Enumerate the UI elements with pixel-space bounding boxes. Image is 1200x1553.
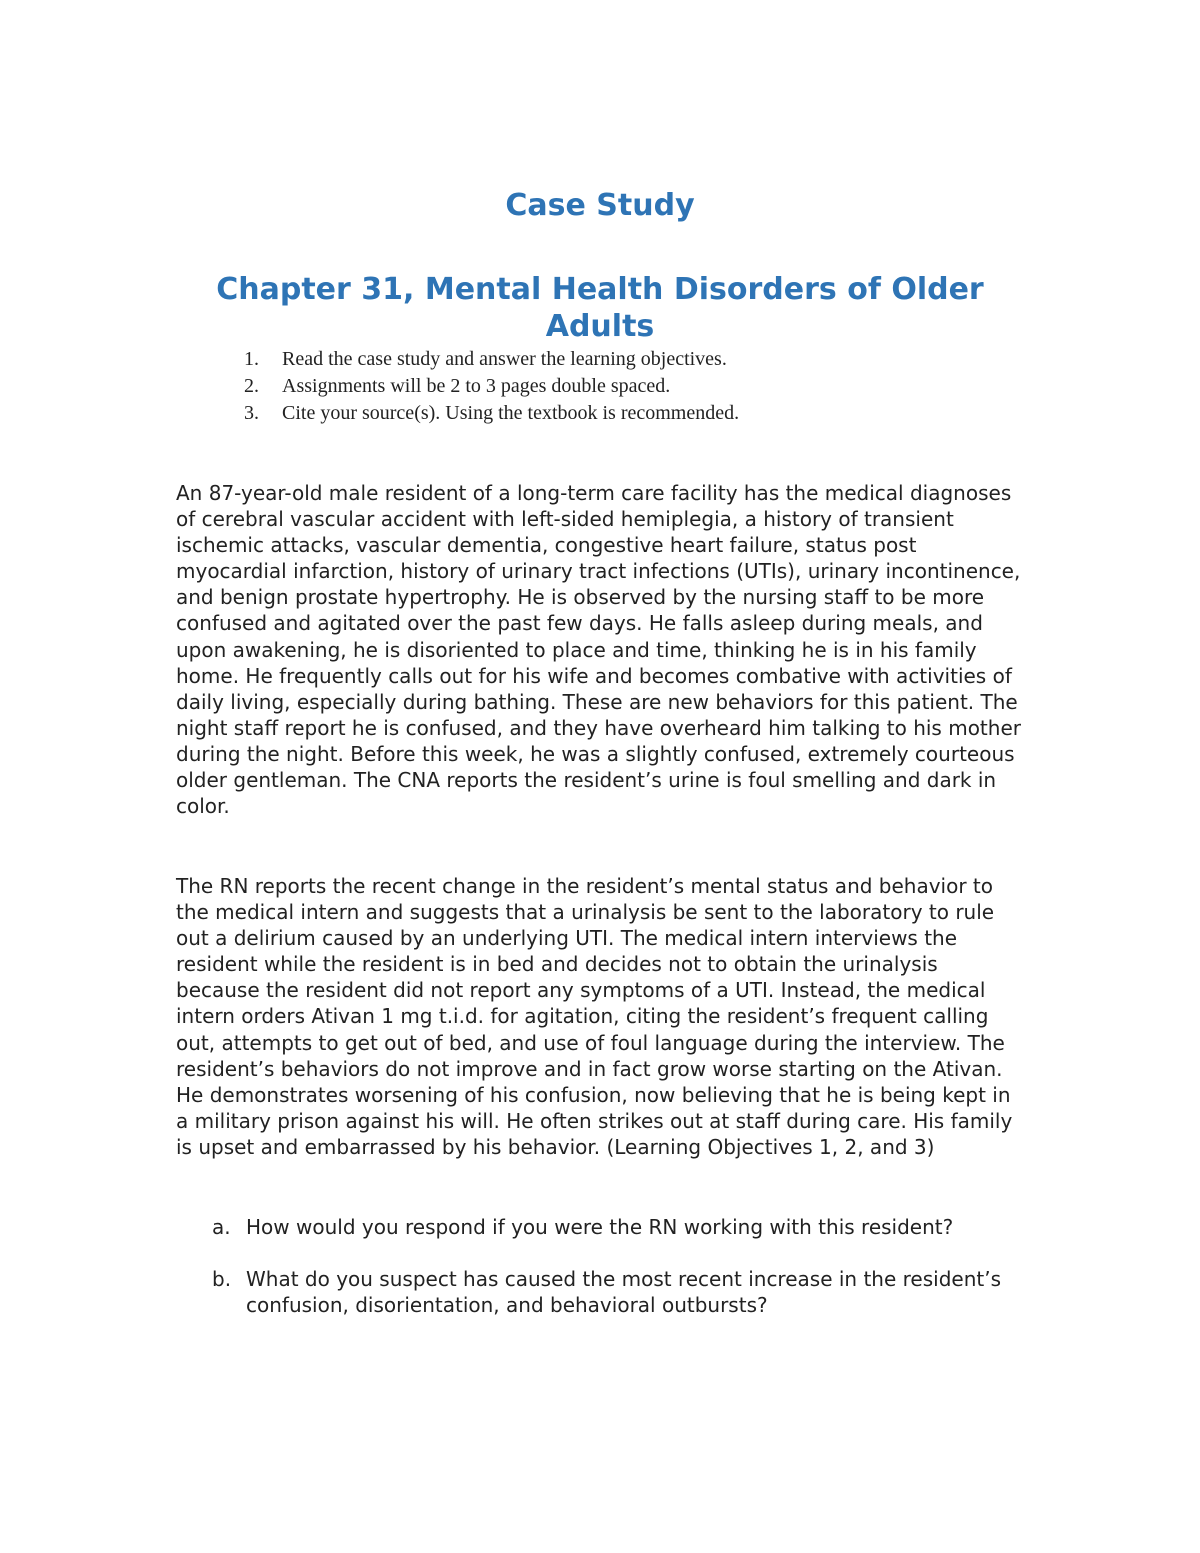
question-text: What do you suspect has caused the most recent increase in the resident’s confusion, disorientation, and behavioral outbursts? — [246, 1267, 1001, 1317]
case-paragraph-1: An 87-year-old male resident of a long-term care facility has the medical diagnoses of cerebral vascular accident with left-sided hemiplegia, a history of transient ischemic attacks, vascular dementia, congestive heart failure, status post myocardial infarction, history of urinary tract infections (UTIs), urinary incontinence, and benign prostate hypertrophy. He is observed by the nursing staff to be more confused and agitated over the past few days. He falls asleep during meals, and upon awakening, he is disoriented to place and time, thinking he is in his family home. He frequently calls out for his wife and becomes combative with activities of daily living, especially during bathing. These are new behaviors for this patient. The night staff report he is confused, and they have overheard him talking to his mother during the night. Before this week, he was a slightly confused, extremely courteous older gentleman. The CNA reports the resident’s urine is foul smelling and dark in color. — [176, 481, 1021, 819]
question-list-b — [212, 1266, 1022, 1318]
question-list-a — [212, 1214, 1022, 1240]
instructions-list — [244, 346, 739, 427]
page-title: Case Study — [505, 188, 695, 223]
instruction-item — [244, 400, 739, 427]
question-text: How would you respond if you were the RN working with this resident? — [246, 1215, 954, 1239]
instruction-text: Read the case study and answer the learning objectives. — [282, 348, 727, 370]
question-letter: a. — [212, 1215, 231, 1239]
instruction-text: Cite your source(s). Using the textbook is recommended. — [282, 402, 740, 424]
instruction-item — [244, 373, 739, 400]
question-letter: b. — [212, 1267, 232, 1291]
instruction-item — [244, 346, 739, 373]
chapter-heading: Chapter 31, Mental Health Disorders of Older Adults — [216, 272, 984, 344]
instruction-number: 2. — [244, 375, 259, 397]
question-item — [212, 1266, 1022, 1318]
instruction-number: 3. — [244, 402, 259, 424]
question-item — [212, 1214, 1022, 1240]
instruction-text: Assignments will be 2 to 3 pages double spaced. — [282, 375, 671, 397]
instruction-number: 1. — [244, 348, 259, 370]
case-paragraph-2: The RN reports the recent change in the resident’s mental status and behavior to the medical intern and suggests that a urinalysis be sent to the laboratory to rule out a delirium caused by an underlying UTI. The medical intern interviews the resident while the resident is in bed and decides not to obtain the urinalysis because the resident did not report any symptoms of a UTI. Instead, the medical intern orders Ativan 1 mg t.i.d. for agitation, citing the resident’s frequent calling out, attempts to get out of bed, and use of foul language during the interview. The resident’s behaviors do not improve and in fact grow worse starting on the Ativan. He demonstrates worsening of his confusion, now believing that he is being kept in a military prison against his will. He often strikes out at staff during care. His family is upset and embarrassed by his behavior. (Learning Objectives 1, 2, and 3) — [176, 874, 1013, 1159]
